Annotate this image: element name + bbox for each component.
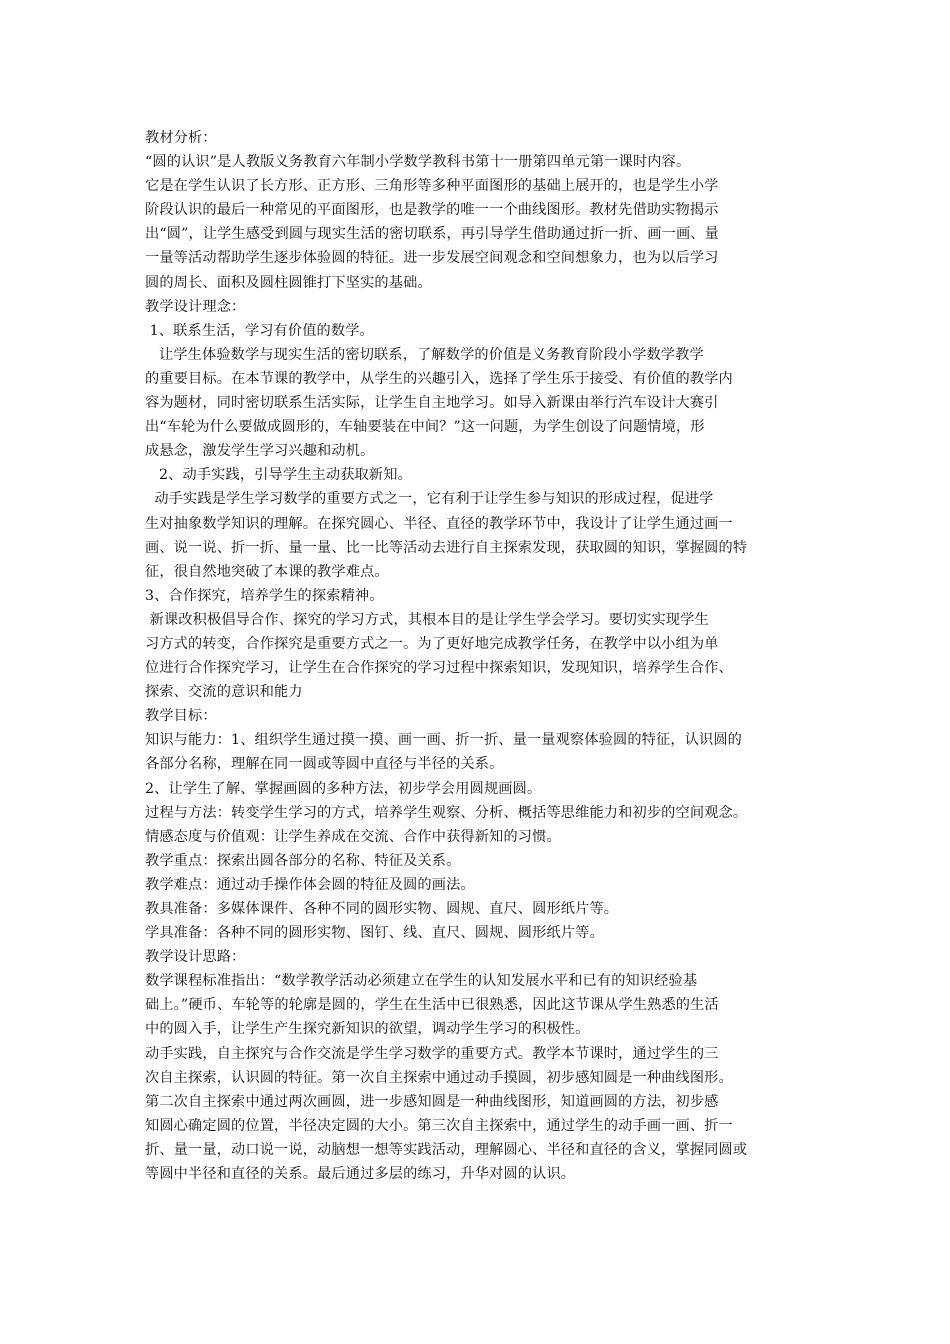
text-line: 1、联系生活，学习有价值的数学。 bbox=[145, 322, 374, 339]
text-line: 教学重点：探索出圆各部分的名称、特征及关系。 bbox=[145, 852, 461, 869]
text-line: 教材分析： bbox=[145, 130, 217, 146]
text-line: 情感态度与价值观：让学生养成在交流、合作中获得新知的习惯。 bbox=[145, 828, 561, 845]
text-line: 过程与方法：转变学生学习的方式，培养学生观察、分析、概括等思维能力和初步的空间观念。 bbox=[145, 804, 748, 821]
text-line: 础上。”硬币、车轮等的轮廓是圆的，学生在生活中已很熟悉，因此这节课从学生熟悉的生活 bbox=[145, 997, 719, 1014]
text-line: 教学设计思路： bbox=[145, 949, 246, 966]
text-line: 2、动手实践，引导学生主动获取新知。 bbox=[145, 467, 412, 484]
text-line: 征，很自然地突破了本课的教学难点。 bbox=[145, 563, 389, 580]
text-line: 学具准备：各种不同的圆形实物、图钉、线、直尺、圆规、圆形纸片等。 bbox=[145, 925, 604, 942]
text-line: 新课改积极倡导合作、探究的学习方式，其根本目的是让学生学会学习。要切实实现学生 bbox=[145, 611, 709, 628]
text-line: 折、量一量，动口说一说，动脑想一想等实践活动，理解圆心、半径和直径的含义，掌握同圆或 bbox=[145, 1141, 748, 1158]
text-line: 数学课程标准指出：“数学教学活动必须建立在学生的认知发展水平和已有的知识经验基 bbox=[145, 973, 698, 990]
text-line: 知识与能力：1、组织学生通过摸一摸、画一画、折一折、量一量观察体验圆的特征，认识圆的 bbox=[145, 732, 743, 749]
text-line: 第二次自主探索中通过两次画圆，进一步感知圆是一种曲线图形，知道画圆的方法，初步感 bbox=[145, 1093, 719, 1110]
text-line: 教学设计理念： bbox=[145, 298, 246, 315]
text-line: 一量等活动帮助学生逐步体验圆的特征。进一步发展空间观念和空间想象力，也为以后学习 bbox=[145, 250, 719, 267]
text-line: 知圆心确定圆的位置，半径决定圆的大小。第三次自主探索中，通过学生的动手画一画、折一 bbox=[145, 1117, 733, 1134]
text-line: 各部分名称，理解在同一圆或等圆中直径与半径的关系。 bbox=[145, 756, 504, 773]
text-line: 3、合作探究，培养学生的探索精神。 bbox=[145, 587, 384, 604]
document-page bbox=[145, 126, 817, 1186]
text-line: 次自主探索，认识圆的特征。第一次自主探索中通过动手摸圆，初步感知圆是一种曲线图形。 bbox=[145, 1069, 733, 1086]
text-line: 出“圆”，让学生感受到圆与现实生活的密切联系，再引导学生借助通过折一折、画一画、量 bbox=[145, 226, 719, 243]
text-line: 教具准备：多媒体课件、各种不同的圆形实物、圆规、直尺、圆形纸片等。 bbox=[145, 901, 619, 917]
text-line: 等圆中半径和直径的关系。最后通过多层的练习，升华对圆的认识。 bbox=[145, 1166, 576, 1183]
text-line: 出“车轮为什么要做成圆形的，车轴要装在中间？”这一问题，为学生创设了问题情境，形 bbox=[145, 419, 705, 436]
text-line: 动手实践，自主探究与合作交流是学生学习数学的重要方式。教学本节课时，通过学生的三 bbox=[145, 1045, 719, 1062]
text-line: 容为题材，同时密切联系生活实际，让学生自主地学习。如导入新课由举行汽车设计大赛引 bbox=[145, 395, 719, 412]
text-line: 中的圆入手，让学生产生探究新知识的欲望，调动学生学习的积极性。 bbox=[145, 1021, 590, 1038]
text-line: “圆的认识”是人教版义务教育六年制小学数学教科书第十一册第四单元第一课时内容。 bbox=[145, 154, 691, 171]
text-line: 成悬念，激发学生学习兴趣和动机。 bbox=[145, 443, 375, 460]
text-line: 2、让学生了解、掌握画圆的多种方法，初步学会用圆规画圆。 bbox=[145, 780, 542, 797]
text-line: 探索、交流的意识和能力 bbox=[145, 684, 303, 701]
text-line: 阶段认识的最后一种常见的平面图形，也是教学的唯一一个曲线图形。教材先借助实物揭示 bbox=[145, 202, 719, 219]
text-line: 画、说一说、折一折、量一量、比一比等活动去进行自主探索发现，获取圆的知识，掌握圆的特 bbox=[145, 539, 748, 556]
text-line: 让学生体验数学与现实生活的密切联系，了解数学的价值是义务教育阶段小学数学教学 bbox=[145, 346, 704, 363]
text-line: 位进行合作探究学习，让学生在合作探究的学习过程中探索知识，发现知识，培养学生合作、 bbox=[145, 660, 733, 677]
text-line: 的重要目标。在本节课的教学中，从学生的兴趣引入，选择了学生乐于接受、有价值的教学内 bbox=[145, 370, 733, 387]
text-line: 圆的周长、面积及圆柱圆锥打下坚实的基础。 bbox=[145, 274, 432, 291]
text-line: 教学难点：通过动手操作体会圆的特征及圆的画法。 bbox=[145, 876, 475, 893]
text-line: 教学目标： bbox=[145, 708, 217, 725]
text-line: 动手实践是学生学习数学的重要方式之一，它有利于让学生参与知识的形成过程，促进学 bbox=[145, 491, 714, 508]
text-line: 习方式的转变，合作探究是重要方式之一。为了更好地完成教学任务，在教学中以小组为单 bbox=[145, 635, 719, 652]
text-line: 它是在学生认识了长方形、正方形、三角形等多种平面图形的基础上展开的，也是学生小学 bbox=[145, 178, 719, 195]
text-line: 生对抽象数学知识的理解。在探究圆心、半径、直径的教学环节中，我设计了让学生通过画一 bbox=[145, 515, 733, 532]
